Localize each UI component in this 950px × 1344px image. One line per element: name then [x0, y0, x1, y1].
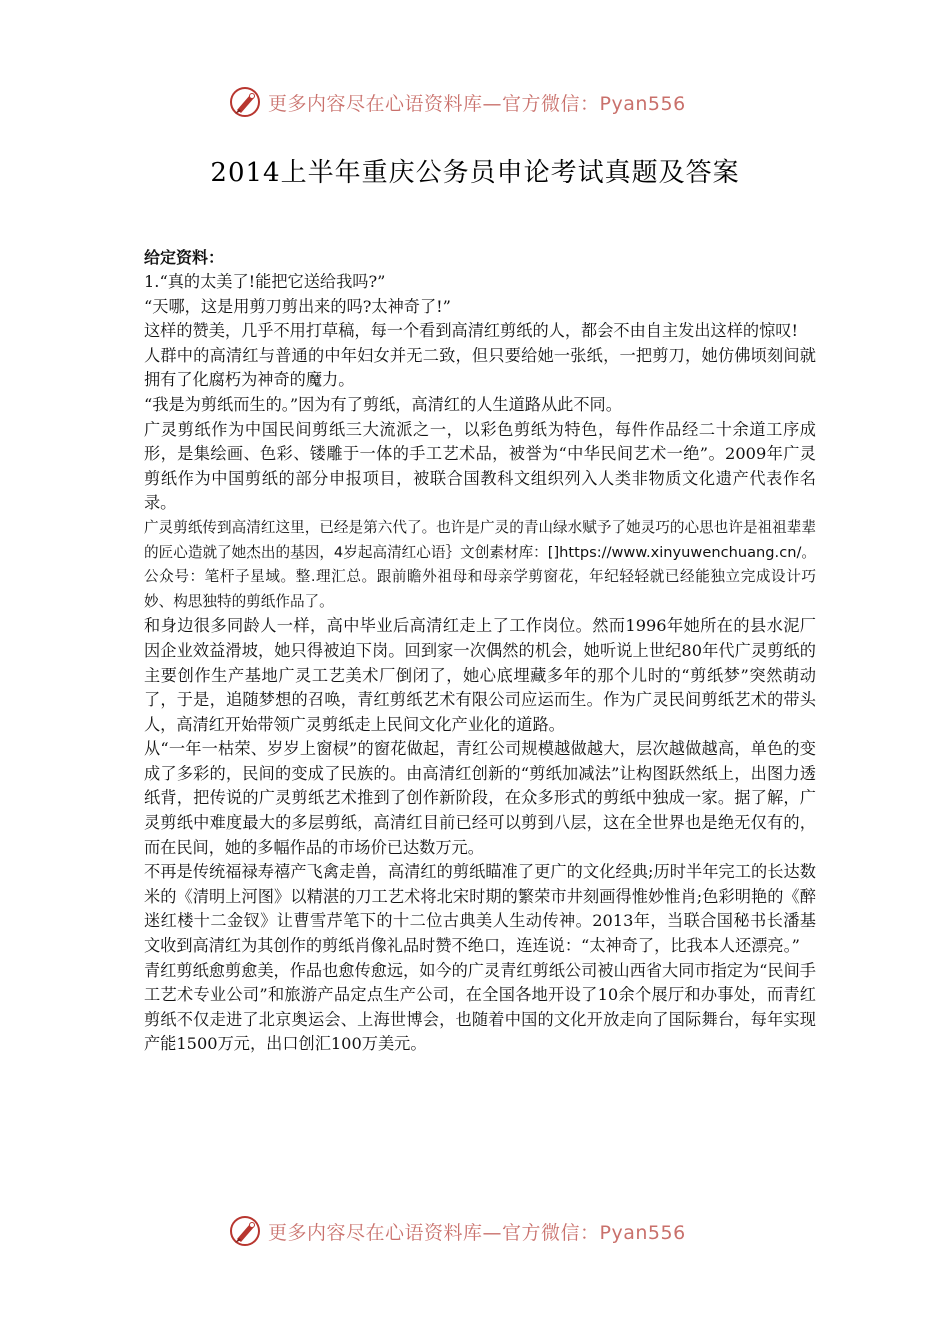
section-heading: 给定资料：	[144, 248, 225, 267]
watermark-header	[228, 82, 686, 122]
pen-nib-logo-icon	[228, 1214, 262, 1248]
paragraph: 1.“真的太美了!能把它送给我吗?”	[144, 272, 386, 291]
paragraph: 和身边很多同龄人一样，高中毕业后高清红走上了工作岗位。然而1996年她所在的县水泥厂因企业效益滑坡，她只得被迫下岗。回到家一次偶然的机会，她听说上世纪80年代广灵剪纸的主要创作生产基地广灵工艺美术厂倒闭了，她心底埋藏多年的那个儿时的“剪纸梦”突然萌动了，于是，追随梦想的召唤，青红剪纸艺术有限公司应运而生。作为广灵民间剪纸艺术的带头人，高清红开始带领广灵剪纸走上民间文化产业化的道路。	[144, 616, 816, 734]
pen-nib-logo-icon	[228, 85, 262, 119]
paragraph: 这样的赞美，几乎不用打草稿，每一个看到高清红剪纸的人，都会不由自主发出这样的惊叹!	[144, 321, 799, 341]
paragraph: “我是为剪纸而生的。”因为有了剪纸，高清红的人生道路从此不同。	[144, 394, 622, 414]
document-body	[144, 246, 816, 1057]
paragraph-inserted-notice: 广灵剪纸传到高清红这里，已经是第六代了。也许是广灵的青山绿水赋予了她灵巧的心思也许是祖祖辈辈的匠心造就了她杰出的基因，4岁起高清红心语｝文创素材库：[]https://www.xinyuwenchuang.cn/。公众号：笔杆子星域。整.理汇总。跟前瞻外祖母和母亲学剪窗花，年纪轻轻就已经能独立完成设计巧妙、构思独特的剪纸作品了。	[144, 518, 816, 610]
document-title: 2014上半年重庆公务员申论考试真题及答案	[210, 158, 740, 188]
paragraph: 不再是传统福禄寿禧产飞禽走兽，高清红的剪纸瞄准了更广的文化经典;历时半年完工的长达数米的《清明上河图》以精湛的刀工艺术将北宋时期的繁荣市井刻画得惟妙惟肖;色彩明艳的《醉迷红楼十二金钗》让曹雪芹笔下的十二位古典美人生动传神。2013年，当联合国秘书长潘基文收到高清红为其创作的剪纸肖像礼品时赞不绝口，连连说：“太神奇了，比我本人还漂亮。”	[144, 862, 816, 956]
paragraph: “天哪，这是用剪刀剪出来的吗?太神奇了!”	[144, 296, 451, 316]
paragraph: 广灵剪纸作为中国民间剪纸三大流派之一，以彩色剪纸为特色，每件作品经二十余道工序成形，是集绘画、色彩、镂雕于一体的手工艺术品，被誉为“中华民间艺术一绝”。2009年广灵剪纸作为中国剪纸的部分申报项目，被联合国教科文组织列入人类非物质文化遗产代表作名录。	[144, 419, 816, 513]
watermark-footer	[228, 1211, 686, 1251]
watermark-text: 更多内容尽在心语资料库—官方微信：Pyan556	[268, 92, 686, 115]
watermark-text: 更多内容尽在心语资料库—官方微信：Pyan556	[268, 1221, 686, 1244]
paragraph: 从“一年一枯荣、岁岁上窗棂”的窗花做起，青红公司规模越做越大，层次越做越高，单色的变成了多彩的，民间的变成了民族的。由高清红创新的“剪纸加减法”让构图跃然纸上，出图力透纸背，把传说的广灵剪纸艺术推到了创作新阶段，在众多形式的剪纸中独成一家。据了解，广灵剪纸中难度最大的多层剪纸，高清红目前已经可以剪到八层，这在全世界也是绝无仅有的，而在民间，她的多幅作品的市场价已达数万元。	[144, 739, 816, 857]
paragraph: 青红剪纸愈剪愈美，作品也愈传愈远，如今的广灵青红剪纸公司被山西省大同市指定为“民间手工艺术专业公司”和旅游产品定点生产公司，在全国各地开设了10余个展厅和办事处，而青红剪纸不仅走进了北京奥运会、上海世博会，也随着中国的文化开放走向了国际舞台，每年实现产能1500万元，出口创汇100万美元。	[144, 960, 816, 1054]
paragraph: 人群中的高清红与普通的中年妇女并无二致，但只要给她一张纸，一把剪刀，她仿佛顷刻间就拥有了化腐朽为神奇的魔力。	[144, 345, 816, 390]
